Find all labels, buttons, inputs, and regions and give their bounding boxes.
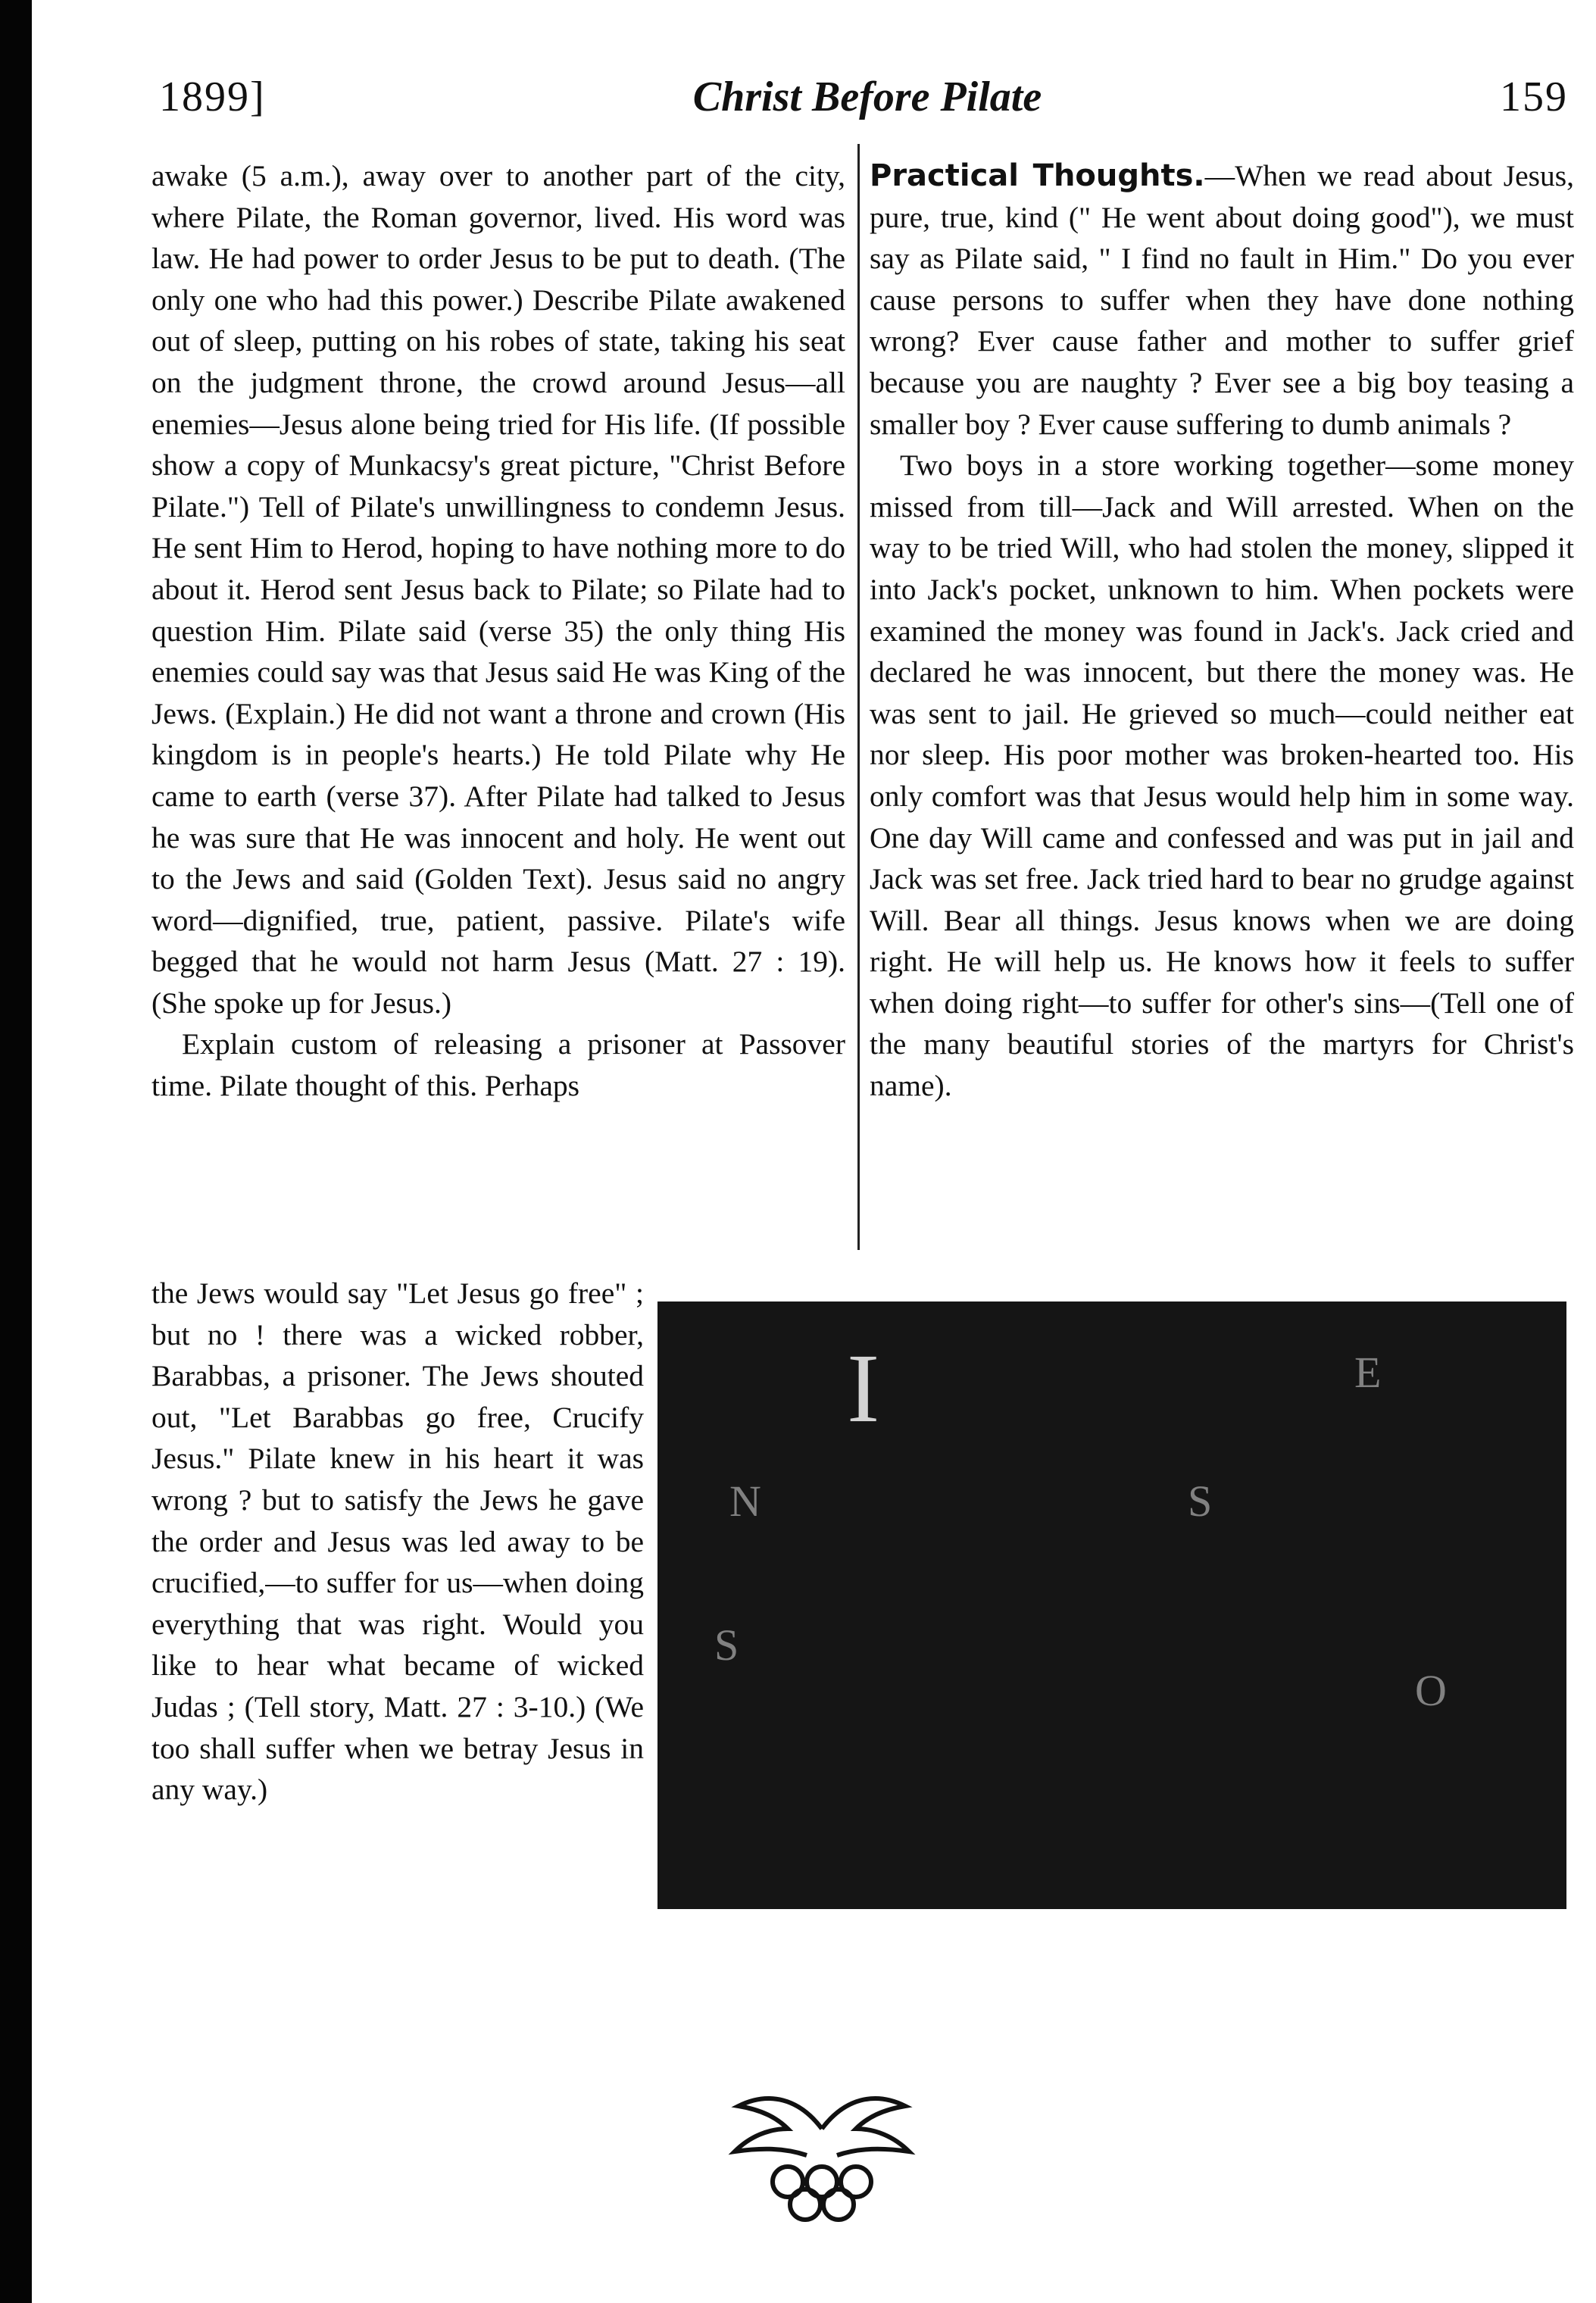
running-head	[151, 73, 1583, 141]
left-continuation-text: the Jews would say "Let Jesus go free" ; but no ! there was a wicked robber, Barabbas, a prisoner. The Jews shouted out, "Let Barabbas go free, Crucify Jesus." Pilate knew in his heart it was wrong ? but to satisfy the Jews he gave the order and Jesus was led away to be crucified,—to suffer for us—when doing everything that was right. Would you like to hear what became of wicked Judas ; (Tell story, Matt. 27 : 3-10.) (We too shall suffer when we betray Jesus in any way.)	[151, 1276, 644, 1807]
right-paragraph-1: —When we read about Jesus, pure, true, kind (" He went about doing good"), we must say as Pilate said, " I find no fault in Him." Do you ever cause persons to suffer when they have done nothing wrong? Ever cause father and mother to suffer grief because you are naughty ? Ever see a big boy teasing a smaller boy ? Ever cause suffering to dumb animals ?	[870, 159, 1574, 441]
page-number: 159	[1500, 73, 1568, 120]
header-title: Christ Before Pilate	[692, 73, 1042, 120]
illustration-glyph: I	[847, 1334, 880, 1443]
dove-ornament	[708, 2076, 935, 2227]
practical-thoughts-heading: Practical Thoughts.	[870, 158, 1205, 193]
left-column-continuation	[151, 1273, 644, 1811]
column-rule	[857, 144, 860, 1250]
left-paragraph-1: awake (5 a.m.), away over to another part of the city, where Pilate, the Roman governor, lived. His word was law. He had power to order Jesus to be put to death. (The only one who had this power.) Describe Pilate awakened out of sleep, putting on his robes of state, taking his seat on the judgment throne, the crowd around Jesus—all enemies—Jesus alone being tried for His life. (If possible show a copy of Munkacsy's great picture, "Christ Before Pilate.") Tell of Pilate's unwillingness to condemn Jesus. He sent Him to Herod, hoping to have nothing more to do about it. Herod sent Jesus back to Pilate; so Pilate had to question Him. Pilate said (verse 35) the only thing His enemies could say was that Jesus said He was King of the Jews. (Explain.) He did not want a throne and crown (His kingdom is in people's hearts.) He told Pilate why He came to earth (verse 37). After Pilate had talked to Jesus he was sure that He was innocent and holy. He went out to the Jews and said (Golden Text). Jesus said no angry word—dignified, true, patient, passive. Pilate's wife begged that he would not harm Jesus (Matt. 27 : 19). (She spoke up for Jesus.)	[151, 159, 845, 1020]
binding-edge	[0, 0, 32, 2303]
left-column	[151, 155, 845, 1107]
illustration-glyph: O	[1415, 1666, 1447, 1715]
dark-illustration	[657, 1301, 1566, 1909]
illustration-glyph: S	[714, 1620, 739, 1670]
right-column	[870, 155, 1574, 1107]
header-year: 1899]	[159, 73, 266, 120]
right-paragraph-2: Two boys in a store working together—some money missed from till—Jack and Will arrested. When on the way to be tried Will, who had stolen the money, slipped it into Jack's pocket, unknown to him. When pockets were examined the money was found in Jack's. Jack cried and declared he was innocent, but there the money was. He was sent to jail. He grieved so much—could neither eat nor sleep. His poor mother was broken-hearted too. His only comfort was that Jesus would help him in some way. One day Will came and confessed and was put in jail and Jack was set free. Jack tried hard to bear no grudge against Will. Bear all things. Jesus knows when we are doing right. He will help us. He knows how it feels to suffer when doing right—to suffer for other's sins—(Tell one of the many beautiful stories of the martyrs for Christ's name).	[870, 448, 1574, 1103]
illustration-glyph: N	[729, 1476, 761, 1526]
illustration-glyph: S	[1188, 1476, 1213, 1526]
illustration-glyph: E	[1354, 1348, 1382, 1397]
left-paragraph-2: Explain custom of releasing a prisoner at Passover time. Pilate thought of this. Perhaps	[151, 1027, 845, 1103]
